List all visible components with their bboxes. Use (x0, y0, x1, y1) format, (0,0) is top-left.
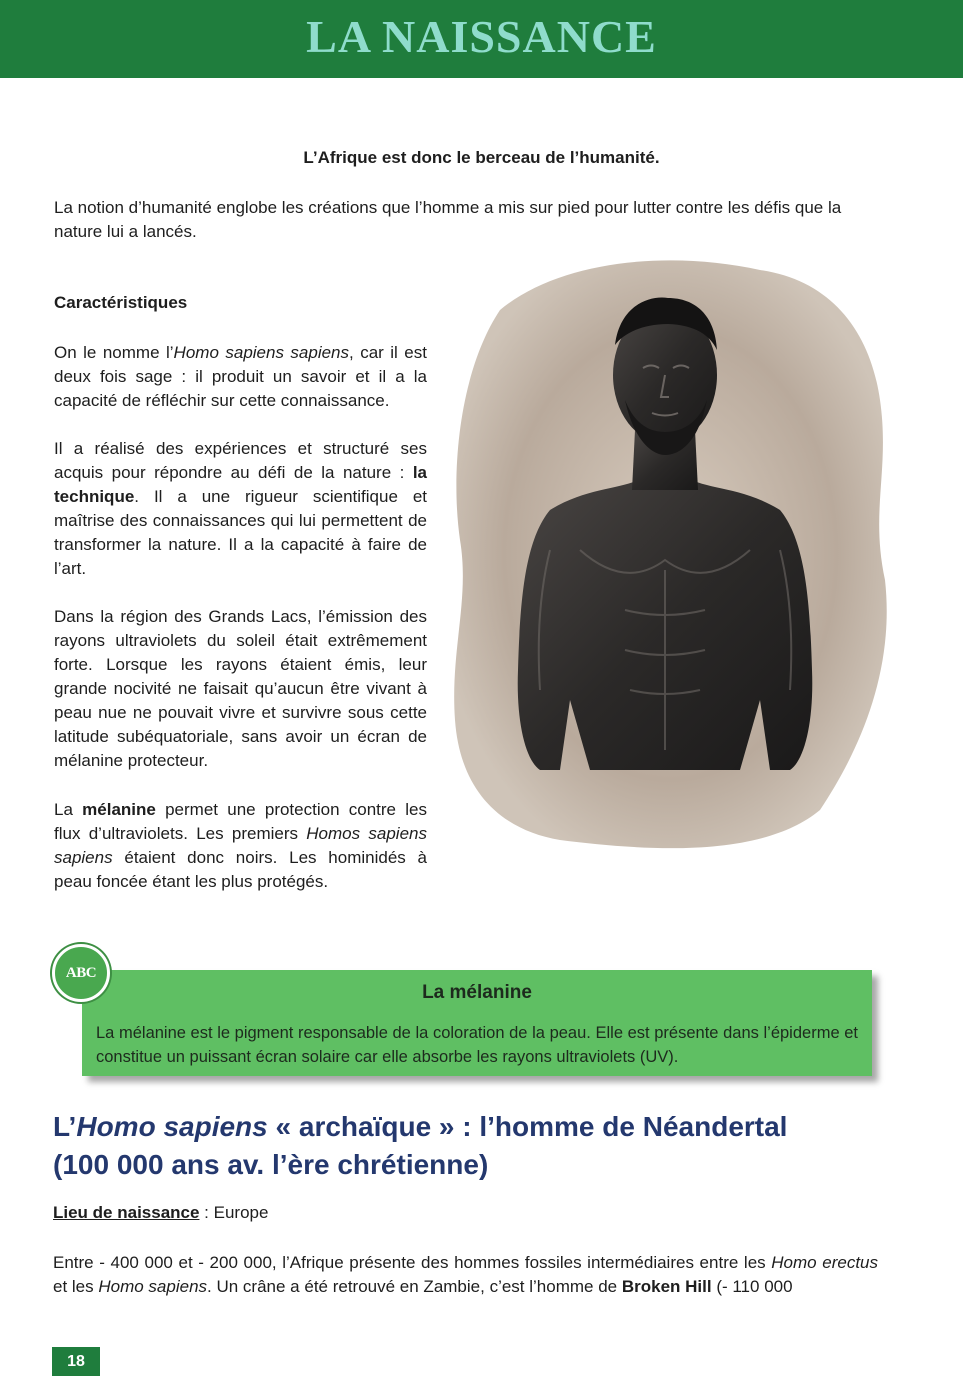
text-run: (- 110 000 (711, 1277, 793, 1296)
paragraph-melanine (54, 798, 427, 894)
bold-term: Broken Hill (621, 1277, 712, 1296)
italic-term: Homos sapiens sapiens (54, 824, 427, 867)
paragraph-homo-sapiens (54, 341, 427, 413)
page-number: 18 (52, 1347, 100, 1376)
definition-title: La mélanine (422, 982, 532, 1003)
bold-term: la technique (54, 463, 427, 506)
paragraph-fossils (53, 1251, 878, 1299)
definition-body: La mélanine est le pigment responsable de la coloration de la peau. Elle est présente dans l’épiderme et constitue un puissant écran solaire car elle absorbe les rayons ultraviolets (UV). (96, 1024, 858, 1066)
homo-sapiens-illustration (440, 250, 890, 850)
text-run: permet une protection contre les flux d’ultraviolets. Les premiers (54, 800, 427, 843)
heading-run: « archaïque » : l’homme de Néandertal (267, 1111, 788, 1142)
birthplace-value: : Europe (199, 1203, 269, 1222)
text-run: . Il a une rigueur scientifique et maîtrise des connaissances qui lui permettent de transformer la nature. Il a la capacité à faire de l’art. (54, 487, 427, 578)
lead-sentence: L’Afrique est donc le berceau de l’humanité. (303, 148, 660, 167)
text-run: Entre - 400 000 et - 200 000, l’Afrique présente des hommes fossiles intermédiaires entre les (53, 1253, 772, 1272)
section-heading (53, 1108, 913, 1184)
text-run: étaient donc noirs. Les hominidés à peau foncée étant les plus protégés. (54, 848, 427, 891)
header-band (0, 0, 963, 78)
paragraph-grands-lacs: Dans la région des Grands Lacs, l’émission des rayons ultraviolets du soleil était extrêmement forte. Lorsque les rayons étaient émis, leur grande nocivité ne faisait qu’aucun être vivant à peau nue ne pouvait vivre et survivre sous cette latitude subéquatoriale, sans avoir un écran de mélanine protecteur. (54, 607, 427, 770)
text-run: , car il est deux fois sage : il produit un savoir et il a la capacité de réfléchir sur cette connaissance. (54, 343, 427, 410)
intro-paragraph: La notion d’humanité englobe les créations que l’homme a mis sur pied pour lutter contre les défis que la nature lui a lancés. (54, 198, 842, 241)
birthplace-label: Lieu de naissance (53, 1203, 200, 1222)
heading-run: L’ (53, 1111, 77, 1142)
bold-term: mélanine (82, 800, 156, 819)
text-run: On le nomme l’ (54, 343, 174, 362)
characteristics-heading: Caractéristiques (54, 293, 188, 312)
heading-run: (100 000 ans av. l’ère chrétienne) (53, 1149, 489, 1180)
text-run: La (54, 800, 83, 819)
birthplace-line (53, 1203, 268, 1223)
page-title: LA NAISSANCE (306, 10, 657, 62)
text-run: et les (53, 1277, 99, 1296)
heading-italic: Homo sapiens (76, 1111, 268, 1142)
abc-badge-label: ABC (65, 964, 97, 981)
italic-term: Homo erectus (771, 1253, 878, 1272)
italic-term: Homo sapiens (98, 1277, 208, 1296)
paragraph-technique (54, 437, 427, 581)
text-run: Il a réalisé des expériences et structuré ses acquis pour répondre au défi de la nature : (54, 439, 427, 482)
text-run: . Un crâne a été retrouvé en Zambie, c’est l’homme de (207, 1277, 622, 1296)
italic-term: Homo sapiens sapiens (173, 343, 350, 362)
